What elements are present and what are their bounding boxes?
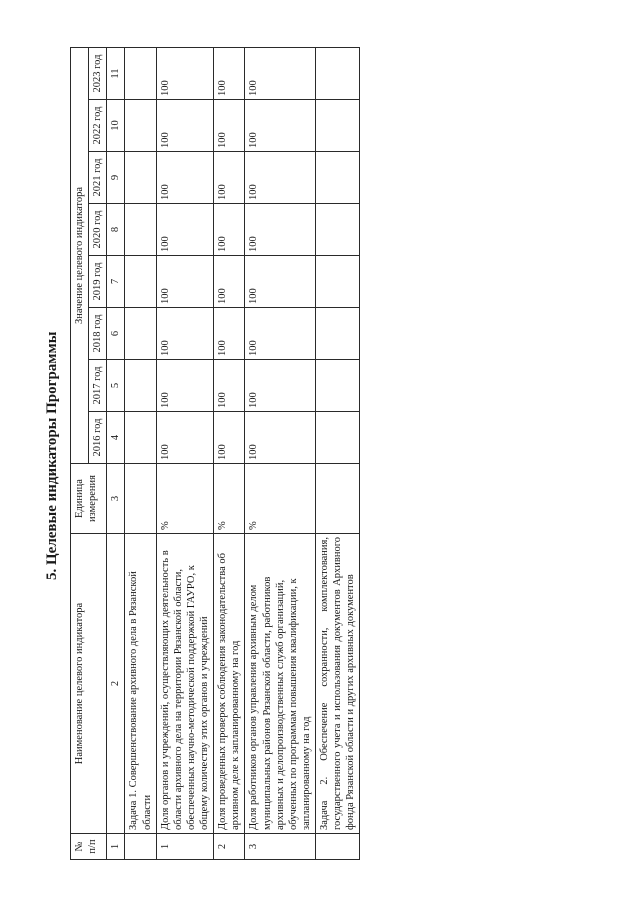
column-number: 10 <box>107 100 125 152</box>
empty-cell <box>125 464 156 534</box>
indicator-value: 100 <box>245 360 316 412</box>
indicator-value: 100 <box>245 256 316 308</box>
column-number: 7 <box>107 256 125 308</box>
indicator-name: Доля органов и учреждений, осуществляющих деятельность в области архивного дела на территории Рязанской области, обеспеченных научно-методической поддержкой ГАУРО, к общему количеству этих органов и учреждений <box>156 534 214 834</box>
empty-cell <box>316 100 360 152</box>
indicator-value: 100 <box>245 204 316 256</box>
empty-cell <box>125 152 156 204</box>
indicator-value: 100 <box>214 308 245 360</box>
header-unit: Единица измерения <box>71 464 107 534</box>
empty-cell <box>316 152 360 204</box>
empty-cell <box>125 308 156 360</box>
column-number: 2 <box>107 534 125 834</box>
document-title: 5. Целевые индикаторы Программы <box>44 331 60 580</box>
column-number: 8 <box>107 204 125 256</box>
column-number: 11 <box>107 48 125 100</box>
empty-cell <box>316 412 360 464</box>
empty-cell <box>125 100 156 152</box>
empty-cell <box>316 360 360 412</box>
indicator-value: 100 <box>214 412 245 464</box>
indicator-value: 100 <box>245 412 316 464</box>
row-number: 2 <box>214 834 245 860</box>
column-number: 9 <box>107 152 125 204</box>
indicator-value: 100 <box>214 152 245 204</box>
column-number: 5 <box>107 360 125 412</box>
indicator-value: 100 <box>214 256 245 308</box>
header-year: 2019 год <box>89 256 107 308</box>
indicator-name: Доля проведенных проверок соблюдения законодательства об архивном деле к запланированному на год <box>214 534 245 834</box>
indicator-value: 100 <box>245 152 316 204</box>
indicator-value: 100 <box>156 256 214 308</box>
indicator-value: 100 <box>214 100 245 152</box>
task-1-row <box>125 48 156 860</box>
empty-cell <box>316 464 360 534</box>
header-name: Наименование целевого индикатора <box>71 534 107 834</box>
empty-cell <box>125 412 156 464</box>
header-year: 2017 год <box>89 360 107 412</box>
indicator-value: 100 <box>156 412 214 464</box>
column-number: 3 <box>107 464 125 534</box>
indicator-value: 100 <box>156 360 214 412</box>
header-num: № п/п <box>71 834 107 860</box>
header-row-1 <box>71 48 89 860</box>
empty-cell <box>125 48 156 100</box>
header-year: 2021 год <box>89 152 107 204</box>
empty-cell <box>316 204 360 256</box>
column-number: 4 <box>107 412 125 464</box>
task-2-num <box>316 834 360 860</box>
indicator-value: 100 <box>156 204 214 256</box>
header-value-group: Значение целевого индикатора <box>71 48 89 464</box>
indicator-row <box>245 48 316 860</box>
indicator-value: 100 <box>245 100 316 152</box>
indicator-value: 100 <box>214 48 245 100</box>
indicator-unit: % <box>156 464 214 534</box>
empty-cell <box>316 308 360 360</box>
rotated-landscape-content <box>40 40 600 860</box>
empty-cell <box>316 256 360 308</box>
indicator-value: 100 <box>156 48 214 100</box>
indicator-value: 100 <box>214 204 245 256</box>
header-year: 2016 год <box>89 412 107 464</box>
task-1-num <box>125 834 156 860</box>
indicator-value: 100 <box>245 308 316 360</box>
row-number: 3 <box>245 834 316 860</box>
indicator-value: 100 <box>156 152 214 204</box>
task-1-label: Задача 1. Совершенствование архивного дела в Рязанской области <box>125 534 156 834</box>
empty-cell <box>125 204 156 256</box>
empty-cell <box>125 256 156 308</box>
column-number: 6 <box>107 308 125 360</box>
header-year: 2020 год <box>89 204 107 256</box>
task-2-row <box>316 48 360 860</box>
indicator-unit: % <box>214 464 245 534</box>
column-numbers-row <box>107 48 125 860</box>
row-number: 1 <box>156 834 214 860</box>
indicator-unit: % <box>245 464 316 534</box>
empty-cell <box>125 360 156 412</box>
indicator-value: 100 <box>214 360 245 412</box>
indicator-value: 100 <box>245 48 316 100</box>
header-year: 2018 год <box>89 308 107 360</box>
indicator-row <box>214 48 245 860</box>
indicator-name: Доля работников органов управления архивным делом муниципальных районов Рязанской области, работников архивных и делопроизводственных служб организаций, обученных по программам повышения квалификации, к запланированному на год <box>245 534 316 834</box>
indicator-row <box>156 48 214 860</box>
task-2-label: Задача 2. Обеспечение сохранности, комплектования, государственного учета и использования документов Архивного фонда Рязанской области и других архивных документов <box>316 534 360 834</box>
column-number: 1 <box>107 834 125 860</box>
indicator-value: 100 <box>156 308 214 360</box>
header-year: 2023 год <box>89 48 107 100</box>
empty-cell <box>316 48 360 100</box>
indicator-value: 100 <box>156 100 214 152</box>
header-year: 2022 год <box>89 100 107 152</box>
indicators-table <box>70 47 360 860</box>
